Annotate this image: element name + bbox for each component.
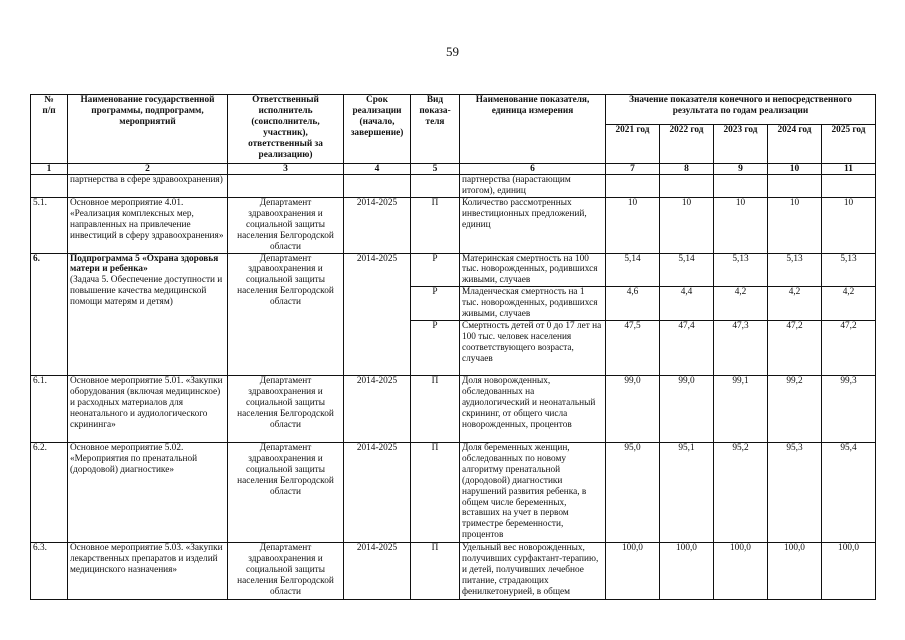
value-cell: 47,5 <box>606 320 660 375</box>
value-cell: 4,2 <box>714 287 768 321</box>
value-cell: 99,0 <box>606 375 660 442</box>
indicator-name: Смертность детей от 0 до 17 лет на 100 тыс. человек населения соответствующего возраста, случаев <box>460 320 606 375</box>
indicator-type: Р <box>411 253 460 287</box>
column-number: 2 <box>68 164 228 175</box>
header-term: Срок реализации (начало, завершение) <box>344 95 411 164</box>
value-cell: 99,3 <box>822 375 876 442</box>
column-number: 4 <box>344 164 411 175</box>
indicator-type: П <box>411 198 460 254</box>
program-name: Основное мероприятие 4.01. «Реализация комплексных мер, направленных на привлечение инвестиций в сферу здравоохранения» <box>68 198 228 254</box>
value-cell: 100,0 <box>714 542 768 599</box>
row-number: 6. <box>31 253 68 375</box>
column-number: 7 <box>606 164 660 175</box>
program-name: Основное мероприятие 5.02. «Мероприятия по пренатальной (дородовой) диагностике» <box>68 442 228 542</box>
value-cell: 100,0 <box>822 542 876 599</box>
indicator-name: партнерства (нарастающим итогом), единиц <box>460 175 606 198</box>
value-cell: 47,4 <box>660 320 714 375</box>
column-number: 1 <box>31 164 68 175</box>
value-cell: 10 <box>660 198 714 254</box>
term: 2014-2025 <box>344 542 411 599</box>
value-cell: 10 <box>714 198 768 254</box>
value-cell: 99,2 <box>768 375 822 442</box>
header-name: Наименование государственной программы, подпрограмм, мероприятий <box>68 95 228 164</box>
header-year: 2025 год <box>822 125 876 164</box>
value-cell: 47,2 <box>768 320 822 375</box>
page-number: 59 <box>446 44 459 59</box>
value-cell: 99,0 <box>660 375 714 442</box>
value-cell: 4,2 <box>768 287 822 321</box>
indicator-name: Доля беременных женщин, обследованных по новому алгоритму пренатальной (дородовой) диагностики нарушений развития ребенка, в общем числе беременных, вставших на учет в первом триместре беременности, процентов <box>460 442 606 542</box>
executor: Департамент здравоохранения и социальной защиты населения Белгородской области <box>228 375 344 442</box>
header-num: № п/п <box>31 95 68 164</box>
column-number: 5 <box>411 164 460 175</box>
row-number: 6.3. <box>31 542 68 599</box>
column-number: 6 <box>460 164 606 175</box>
table-row <box>31 198 876 254</box>
term: 2014-2025 <box>344 253 411 375</box>
header-year: 2022 год <box>660 125 714 164</box>
program-name: партнерства в сфере здравоохранения) <box>68 175 228 198</box>
value-cell: 95,4 <box>822 442 876 542</box>
column-number-row <box>31 164 876 175</box>
value-cell: 100,0 <box>768 542 822 599</box>
value-cell: 47,3 <box>714 320 768 375</box>
indicator-type: П <box>411 542 460 599</box>
value-cell: 4,4 <box>660 287 714 321</box>
row-number: 6.1. <box>31 375 68 442</box>
table-row <box>31 375 876 442</box>
table-row <box>31 542 876 599</box>
table-row <box>31 253 876 287</box>
value-cell: 5,14 <box>660 253 714 287</box>
header-indicator: Наименование показателя, единица измерения <box>460 95 606 164</box>
term: 2014-2025 <box>344 442 411 542</box>
indicator-name: Младенческая смертность на 1 тыс. новорожденных, родившихся живыми, случаев <box>460 287 606 321</box>
column-number: 3 <box>228 164 344 175</box>
indicator-type: П <box>411 442 460 542</box>
indicator-type: Р <box>411 287 460 321</box>
table-row <box>31 442 876 542</box>
value-cell: 10 <box>606 198 660 254</box>
executor: Департамент здравоохранения и социальной защиты населения Белгородской области <box>228 253 344 375</box>
table-row <box>31 175 876 198</box>
program-name: Основное мероприятие 5.03. «Закупки лекарственных препаратов и изделий медицинского назначения» <box>68 542 228 599</box>
value-cell: 95,3 <box>768 442 822 542</box>
header-year: 2023 год <box>714 125 768 164</box>
indicator-type: П <box>411 375 460 442</box>
subprogram-name <box>68 253 228 375</box>
column-number: 9 <box>714 164 768 175</box>
value-cell: 5,14 <box>606 253 660 287</box>
row-number: 5.1. <box>31 198 68 254</box>
program-name: Основное мероприятие 5.01. «Закупки оборудования (включая медицинское) и расходных материалов для неонатального и аудиологического скрининга» <box>68 375 228 442</box>
header-values-group: Значение показателя конечного и непосредственного результата по годам реализации <box>606 95 876 125</box>
executor: Департамент здравоохранения и социальной защиты населения Белгородской области <box>228 442 344 542</box>
column-number: 11 <box>822 164 876 175</box>
executor: Департамент здравоохранения и социальной защиты населения Белгородской области <box>228 198 344 254</box>
term: 2014-2025 <box>344 375 411 442</box>
value-cell: 4,2 <box>822 287 876 321</box>
indicator-type: Р <box>411 320 460 375</box>
header-executor: Ответственный исполнитель (соисполнитель, участник), ответственный за реализацию) <box>228 95 344 164</box>
term: 2014-2025 <box>344 198 411 254</box>
subprogram-title: Подпрограмма 5 «Охрана здоровья матери и ребенка» <box>70 253 219 275</box>
value-cell: 95,2 <box>714 442 768 542</box>
value-cell: 4,6 <box>606 287 660 321</box>
value-cell: 47,2 <box>822 320 876 375</box>
subprogram-task: (Задача 5. Обеспечение доступности и повышение качества медицинской помощи матерям и детям) <box>70 275 223 308</box>
column-number: 8 <box>660 164 714 175</box>
header-type: Вид показа- теля <box>411 95 460 164</box>
indicator-name: Удельный вес новорожденных, получивших сурфактант-терапию, и детей, получивших лечебное питание, страдающих фенилкетонурией, в общем <box>460 542 606 599</box>
program-table <box>30 94 876 600</box>
value-cell: 5,13 <box>768 253 822 287</box>
value-cell: 10 <box>822 198 876 254</box>
header-year: 2024 год <box>768 125 822 164</box>
value-cell: 95,1 <box>660 442 714 542</box>
value-cell: 95,0 <box>606 442 660 542</box>
executor: Департамент здравоохранения и социальной защиты населения Белгородской области <box>228 542 344 599</box>
row-number: 6.2. <box>31 442 68 542</box>
value-cell: 100,0 <box>606 542 660 599</box>
value-cell: 100,0 <box>660 542 714 599</box>
value-cell: 5,13 <box>714 253 768 287</box>
value-cell: 10 <box>768 198 822 254</box>
indicator-name: Количество рассмотренных инвестиционных предложений, единиц <box>460 198 606 254</box>
column-number: 10 <box>768 164 822 175</box>
value-cell: 5,13 <box>822 253 876 287</box>
indicator-name: Материнская смертность на 100 тыс. новорожденных, родившихся живыми, случаев <box>460 253 606 287</box>
value-cell: 99,1 <box>714 375 768 442</box>
indicator-name: Доля новорожденных, обследованных на аудиологический и неонатальный скрининг, от общего числа новорожденных, процентов <box>460 375 606 442</box>
header-year: 2021 год <box>606 125 660 164</box>
